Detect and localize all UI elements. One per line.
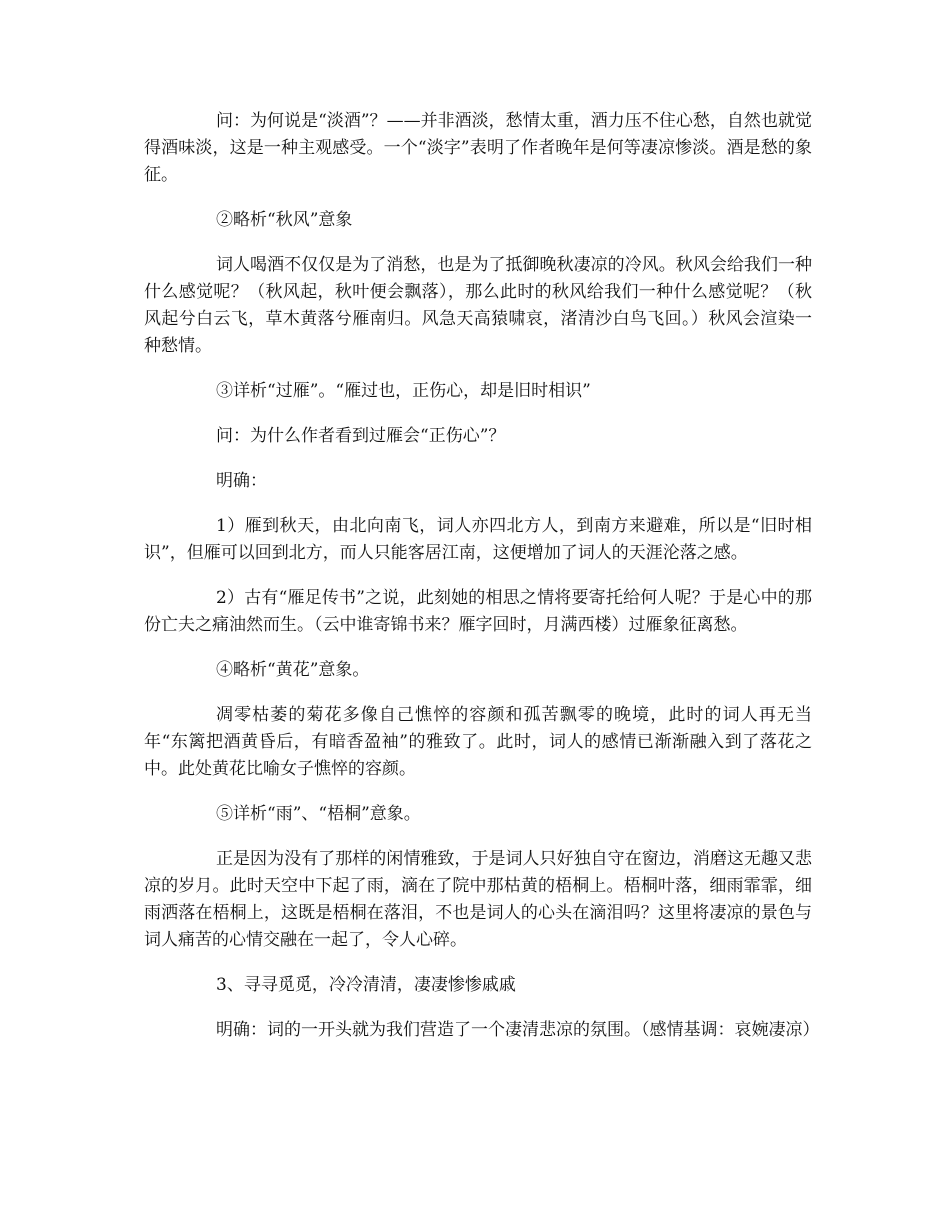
paragraph-autumn-wind: 词人喝酒不仅仅是为了消愁，也是为了抵御晚秋凄凉的冷风。秋风会给我们一种什么感觉呢？（秋风起，秋叶便会飘落），那么此时的秋风给我们一种什么感觉呢？（秋风起兮白云飞，草木黄落兮雁南归。风急天高猿啸哀，渚清沙白鸟飞回。）秋风会渲染一种愁情。	[144, 255, 812, 356]
paragraph-answer-2: 2）古有“雁足传书”之说，此刻她的相思之情将要寄托给何人呢？于是心中的那份亡夫之痛油然而生。（云中谁寄锦书来？雁字回时，月满西楼）过雁象征离愁。	[144, 588, 812, 635]
heading-yellow-flowers: ④略析“黄花”意象。	[216, 660, 370, 680]
paragraph-rain-parasol: 正是因为没有了那样的闲情雅致，于是词人只好独自守在窗边，消磨这无趣又悲凉的岁月。此时天空中下起了雨，滴在了院中那枯黄的梧桐上。梧桐叶落，细雨霏霏，细雨洒落在梧桐上，这既是梧桐在落泪，不也是词人的心头在滴泪吗？这里将凄凉的景色与词人痛苦的心情交融在一起了，令人心碎。	[144, 849, 812, 950]
paragraph-question-geese: 问：为什么作者看到过雁会“正伤心”？	[216, 426, 506, 446]
paragraph-yellow-flowers: 凋零枯萎的菊花多像自己憔悴的容颜和孤苦飘零的晚境，此时的词人再无当年“东篱把酒黄昏后，有暗香盈袖”的雅致了。此时，词人的感情已渐渐融入到了落花之中。此处黄花比喻女子憔悴的容颜。	[144, 705, 812, 779]
paragraph-answer-label: 明确：	[216, 471, 267, 491]
paragraph-section-3-answer: 明确：词的一开头就为我们营造了一个凄清悲凉的氛围。（感情基调：哀婉凄凉）	[216, 1020, 820, 1040]
heading-autumn-wind: ②略析“秋风”意象	[216, 210, 353, 230]
document-body	[144, 108, 820, 1062]
heading-section-3: 3、寻寻觅觅，冷冷清清，凄凄惨惨戚戚	[216, 975, 516, 995]
paragraph-question-dan-jiu: 问：为何说是“淡酒”？——并非酒淡，愁情太重，酒力压不住心愁，自然也就觉得酒味淡，这是一种主观感受。一个“淡字”表明了作者晚年是何等凄凉惨淡。酒是愁的象征。	[144, 111, 812, 185]
heading-rain-parasol: ⑤详析“雨”、“梧桐”意象。	[216, 804, 421, 824]
heading-passing-geese: ③详析“过雁”。“雁过也，正伤心，却是旧时相识”	[216, 381, 591, 401]
paragraph-answer-1: 1）雁到秋天，由北向南飞，词人亦四北方人，到南方来避难，所以是“旧时相识”，但雁可以回到北方，而人只能客居江南，这便增加了词人的天涯沦落之感。	[144, 516, 812, 563]
